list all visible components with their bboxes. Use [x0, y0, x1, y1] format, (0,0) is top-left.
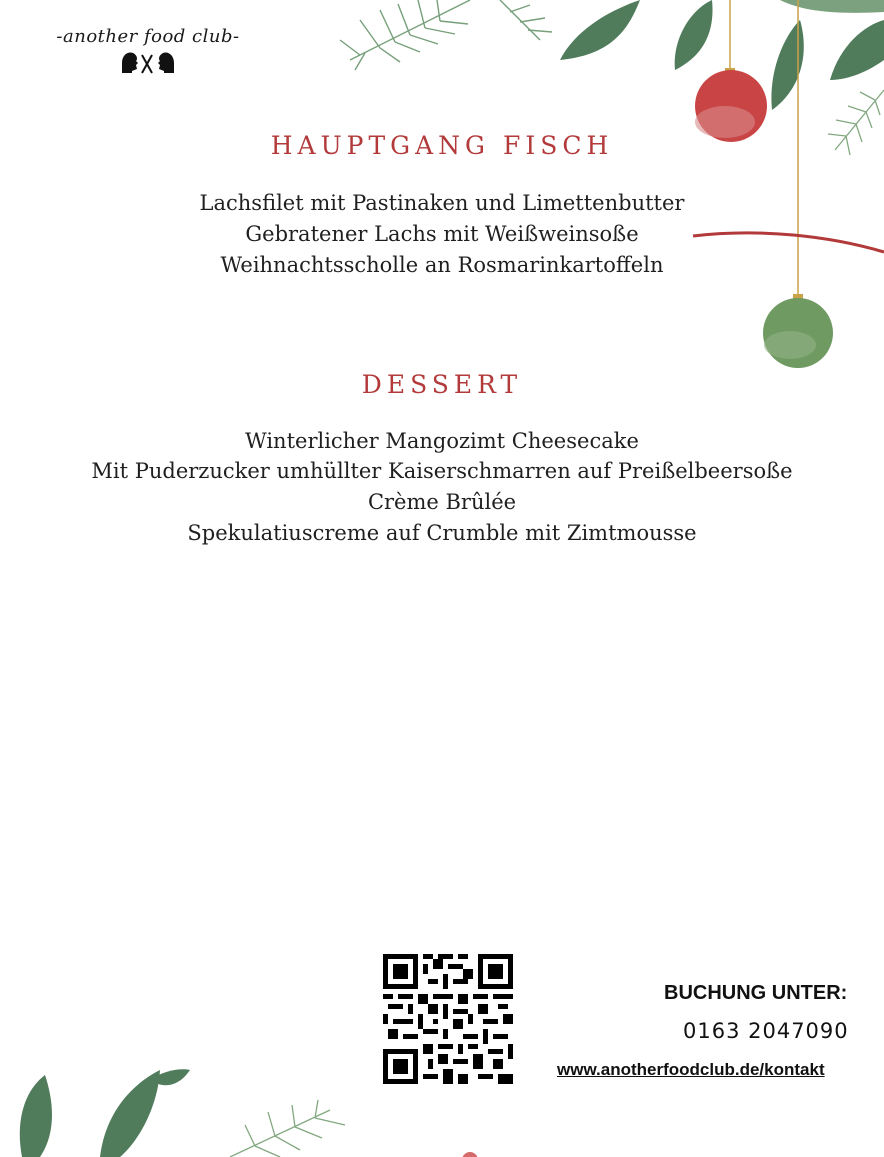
phone-number[interactable]: 0163 2047090 — [683, 1019, 849, 1043]
qr-code-icon[interactable] — [383, 954, 513, 1084]
logo-text: -another food club- — [56, 26, 240, 47]
menu-item: Weihnachtsscholle an Rosmarinkartoffeln — [220, 253, 664, 277]
heading-dessert: DESSERT — [361, 370, 523, 399]
website-link[interactable]: www.anotherfoodclub.de/kontakt — [557, 1060, 825, 1079]
menu-item: Lachsfilet mit Pastinaken und Limettenbutter — [199, 191, 685, 215]
menu-item: Gebratener Lachs mit Weißweinsoße — [245, 222, 639, 246]
logo — [48, 26, 248, 75]
two-faces-and-cutlery-icon — [48, 49, 248, 75]
menu-item: Mit Puderzucker umhüllter Kaiserschmarren auf Preißelbeersoße — [91, 459, 793, 483]
menu-item: Crème Brûlée — [367, 490, 517, 514]
booking-label: BUCHUNG UNTER: — [664, 982, 848, 1004]
menu-item: Spekulatiuscreme auf Crumble mit Zimtmousse — [187, 521, 697, 545]
menu-item: Winterlicher Mangozimt Cheesecake — [245, 429, 639, 453]
heading-hauptgang-fisch: HAUPTGANG FISCH — [270, 131, 614, 160]
